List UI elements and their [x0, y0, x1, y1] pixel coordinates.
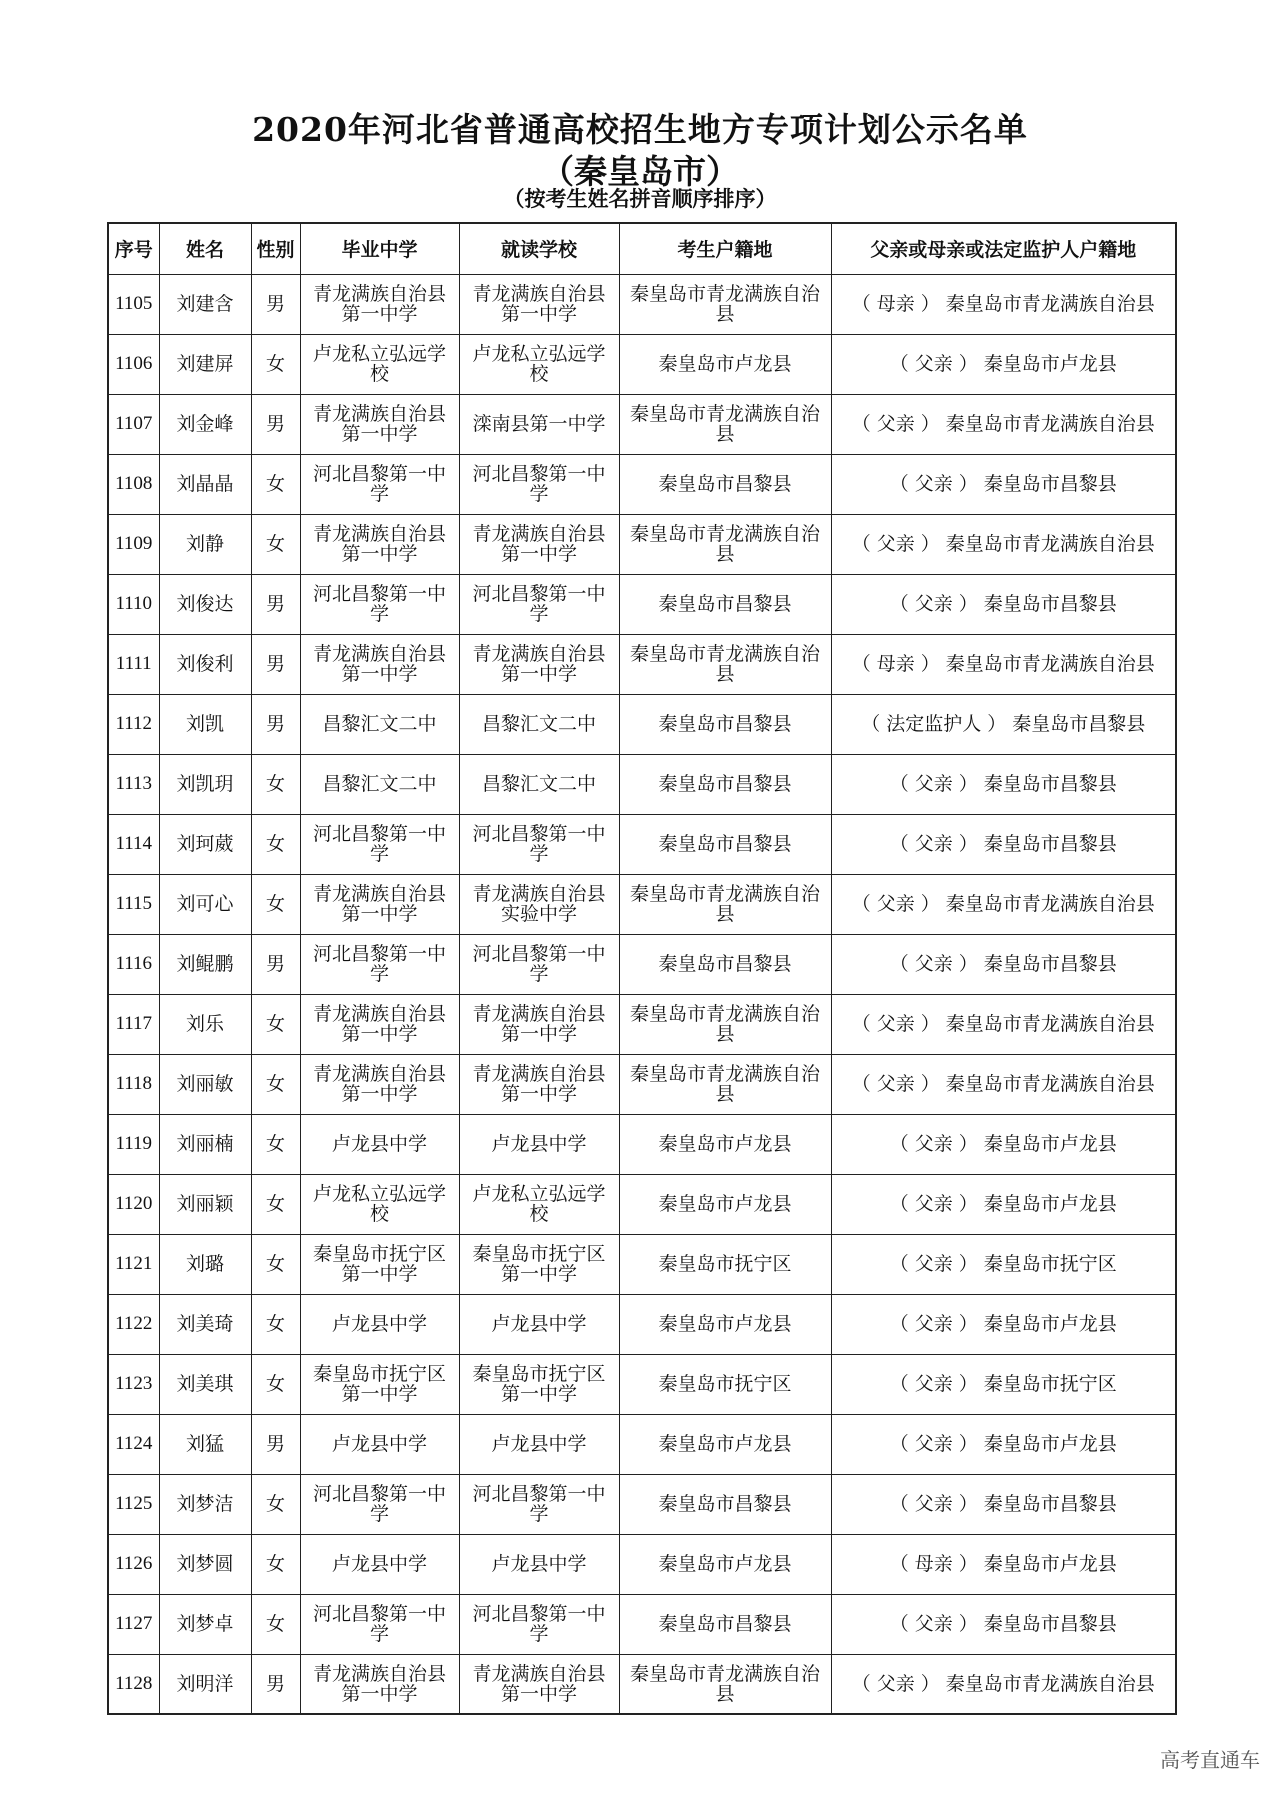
cell-gender: 男 — [251, 1414, 300, 1474]
cell-hukou: 秦皇岛市抚宁区 — [619, 1354, 831, 1414]
cell-current-school: 青龙满族自治县第一中学 — [459, 634, 619, 694]
col-header-grad-school: 毕业中学 — [300, 223, 459, 274]
cell-guardian: （ 父亲 ） 秦皇岛市昌黎县 — [831, 934, 1176, 994]
cell-name: 刘明洋 — [159, 1654, 251, 1714]
col-header-guardian: 父亲或母亲或法定监护人户籍地 — [831, 223, 1176, 274]
cell-current-school: 卢龙县中学 — [459, 1294, 619, 1354]
cell-current-school: 秦皇岛市抚宁区第一中学 — [459, 1354, 619, 1414]
cell-grad-school: 河北昌黎第一中学 — [300, 1594, 459, 1654]
cell-gender: 女 — [251, 334, 300, 394]
cell-grad-school: 青龙满族自治县第一中学 — [300, 514, 459, 574]
cell-guardian: （ 父亲 ） 秦皇岛市卢龙县 — [831, 1414, 1176, 1474]
cell-serial: 1111 — [108, 634, 159, 694]
col-header-current-school: 就读学校 — [459, 223, 619, 274]
table-header-row — [108, 223, 1176, 274]
page-title: 2020年河北省普通高校招生地方专项计划公示名单 — [252, 110, 1028, 149]
table-row — [108, 394, 1176, 454]
table-row — [108, 1234, 1176, 1294]
cell-serial: 1122 — [108, 1294, 159, 1354]
cell-grad-school: 青龙满族自治县第一中学 — [300, 1054, 459, 1114]
cell-grad-school: 河北昌黎第一中学 — [300, 814, 459, 874]
cell-current-school: 青龙满族自治县第一中学 — [459, 994, 619, 1054]
cell-current-school: 卢龙县中学 — [459, 1414, 619, 1474]
cell-current-school: 青龙满族自治县第一中学 — [459, 514, 619, 574]
cell-name: 刘可心 — [159, 874, 251, 934]
cell-grad-school: 秦皇岛市抚宁区第一中学 — [300, 1234, 459, 1294]
cell-name: 刘建屏 — [159, 334, 251, 394]
cell-guardian: （ 父亲 ） 秦皇岛市青龙满族自治县 — [831, 1054, 1176, 1114]
cell-hukou: 秦皇岛市青龙满族自治县 — [619, 514, 831, 574]
cell-guardian: （ 父亲 ） 秦皇岛市昌黎县 — [831, 574, 1176, 634]
cell-gender: 女 — [251, 454, 300, 514]
cell-gender: 女 — [251, 1354, 300, 1414]
table-row — [108, 934, 1176, 994]
cell-hukou: 秦皇岛市昌黎县 — [619, 574, 831, 634]
cell-guardian: （ 父亲 ） 秦皇岛市卢龙县 — [831, 1114, 1176, 1174]
cell-serial: 1112 — [108, 694, 159, 754]
cell-guardian: （ 父亲 ） 秦皇岛市青龙满族自治县 — [831, 514, 1176, 574]
cell-guardian: （ 母亲 ） 秦皇岛市青龙满族自治县 — [831, 634, 1176, 694]
cell-grad-school: 昌黎汇文二中 — [300, 694, 459, 754]
cell-grad-school: 昌黎汇文二中 — [300, 754, 459, 814]
table-row — [108, 1654, 1176, 1714]
table-row — [108, 1174, 1176, 1234]
cell-gender: 女 — [251, 1294, 300, 1354]
cell-grad-school: 青龙满族自治县第一中学 — [300, 394, 459, 454]
cell-name: 刘猛 — [159, 1414, 251, 1474]
cell-grad-school: 青龙满族自治县第一中学 — [300, 274, 459, 334]
cell-serial: 1128 — [108, 1654, 159, 1714]
cell-current-school: 滦南县第一中学 — [459, 394, 619, 454]
cell-grad-school: 卢龙县中学 — [300, 1534, 459, 1594]
cell-gender: 男 — [251, 574, 300, 634]
cell-grad-school: 青龙满族自治县第一中学 — [300, 994, 459, 1054]
cell-current-school: 青龙满族自治县第一中学 — [459, 1054, 619, 1114]
cell-name: 刘晶晶 — [159, 454, 251, 514]
col-header-gender: 性别 — [251, 223, 300, 274]
cell-name: 刘金峰 — [159, 394, 251, 454]
cell-hukou: 秦皇岛市卢龙县 — [619, 1114, 831, 1174]
cell-serial: 1126 — [108, 1534, 159, 1594]
cell-hukou: 秦皇岛市昌黎县 — [619, 934, 831, 994]
cell-hukou: 秦皇岛市青龙满族自治县 — [619, 634, 831, 694]
cell-grad-school: 秦皇岛市抚宁区第一中学 — [300, 1354, 459, 1414]
table-body — [108, 274, 1176, 1714]
cell-gender: 女 — [251, 814, 300, 874]
cell-serial: 1105 — [108, 274, 159, 334]
cell-current-school: 昌黎汇文二中 — [459, 694, 619, 754]
table-row — [108, 334, 1176, 394]
cell-hukou: 秦皇岛市抚宁区 — [619, 1234, 831, 1294]
cell-guardian: （ 父亲 ） 秦皇岛市青龙满族自治县 — [831, 874, 1176, 934]
cell-current-school: 卢龙县中学 — [459, 1114, 619, 1174]
cell-name: 刘美琦 — [159, 1294, 251, 1354]
cell-serial: 1123 — [108, 1354, 159, 1414]
table-row — [108, 454, 1176, 514]
cell-gender: 女 — [251, 1534, 300, 1594]
cell-serial: 1118 — [108, 1054, 159, 1114]
cell-current-school: 河北昌黎第一中学 — [459, 934, 619, 994]
cell-name: 刘丽颖 — [159, 1174, 251, 1234]
cell-current-school: 秦皇岛市抚宁区第一中学 — [459, 1234, 619, 1294]
cell-guardian: （ 父亲 ） 秦皇岛市卢龙县 — [831, 1294, 1176, 1354]
cell-grad-school: 河北昌黎第一中学 — [300, 454, 459, 514]
cell-guardian: （ 父亲 ） 秦皇岛市青龙满族自治县 — [831, 994, 1176, 1054]
cell-serial: 1119 — [108, 1114, 159, 1174]
cell-hukou: 秦皇岛市卢龙县 — [619, 334, 831, 394]
cell-serial: 1106 — [108, 334, 159, 394]
cell-current-school: 河北昌黎第一中学 — [459, 814, 619, 874]
cell-serial: 1121 — [108, 1234, 159, 1294]
cell-serial: 1115 — [108, 874, 159, 934]
cell-guardian: （ 父亲 ） 秦皇岛市青龙满族自治县 — [831, 1654, 1176, 1714]
cell-current-school: 青龙满族自治县第一中学 — [459, 274, 619, 334]
cell-grad-school: 卢龙县中学 — [300, 1414, 459, 1474]
cell-gender: 男 — [251, 1654, 300, 1714]
cell-guardian: （ 法定监护人 ） 秦皇岛市昌黎县 — [831, 694, 1176, 754]
cell-serial: 1120 — [108, 1174, 159, 1234]
cell-name: 刘鲲鹏 — [159, 934, 251, 994]
cell-grad-school: 河北昌黎第一中学 — [300, 574, 459, 634]
cell-serial: 1127 — [108, 1594, 159, 1654]
cell-name: 刘静 — [159, 514, 251, 574]
cell-gender: 女 — [251, 1234, 300, 1294]
cell-gender: 女 — [251, 874, 300, 934]
cell-name: 刘凯玥 — [159, 754, 251, 814]
cell-gender: 女 — [251, 1054, 300, 1114]
cell-gender: 女 — [251, 514, 300, 574]
cell-current-school: 河北昌黎第一中学 — [459, 574, 619, 634]
cell-current-school: 卢龙私立弘远学校 — [459, 1174, 619, 1234]
cell-guardian: （ 父亲 ） 秦皇岛市抚宁区 — [831, 1234, 1176, 1294]
watermark: 高考直通车 — [1160, 1748, 1260, 1772]
table-row — [108, 574, 1176, 634]
col-header-no: 序号 — [108, 223, 159, 274]
cell-hukou: 秦皇岛市卢龙县 — [619, 1414, 831, 1474]
cell-guardian: （ 母亲 ） 秦皇岛市青龙满族自治县 — [831, 274, 1176, 334]
table-row — [108, 274, 1176, 334]
cell-grad-school: 青龙满族自治县第一中学 — [300, 634, 459, 694]
cell-hukou: 秦皇岛市昌黎县 — [619, 1474, 831, 1534]
cell-name: 刘梦卓 — [159, 1594, 251, 1654]
cell-current-school: 河北昌黎第一中学 — [459, 454, 619, 514]
cell-hukou: 秦皇岛市昌黎县 — [619, 694, 831, 754]
cell-guardian: （ 父亲 ） 秦皇岛市卢龙县 — [831, 1174, 1176, 1234]
cell-grad-school: 河北昌黎第一中学 — [300, 934, 459, 994]
cell-name: 刘梦圆 — [159, 1534, 251, 1594]
table-row — [108, 994, 1176, 1054]
cell-serial: 1124 — [108, 1414, 159, 1474]
cell-gender: 女 — [251, 1114, 300, 1174]
cell-current-school: 青龙满族自治县第一中学 — [459, 1654, 619, 1714]
cell-serial: 1125 — [108, 1474, 159, 1534]
col-header-hukou: 考生户籍地 — [619, 223, 831, 274]
cell-serial: 1116 — [108, 934, 159, 994]
cell-hukou: 秦皇岛市昌黎县 — [619, 454, 831, 514]
cell-gender: 女 — [251, 1594, 300, 1654]
cell-hukou: 秦皇岛市青龙满族自治县 — [619, 274, 831, 334]
cell-name: 刘俊达 — [159, 574, 251, 634]
col-header-name: 姓名 — [159, 223, 251, 274]
roster-table — [107, 222, 1177, 1715]
cell-serial: 1113 — [108, 754, 159, 814]
cell-hukou: 秦皇岛市青龙满族自治县 — [619, 394, 831, 454]
cell-grad-school: 青龙满族自治县第一中学 — [300, 1654, 459, 1714]
cell-hukou: 秦皇岛市昌黎县 — [619, 814, 831, 874]
cell-grad-school: 卢龙县中学 — [300, 1114, 459, 1174]
cell-gender: 女 — [251, 1174, 300, 1234]
table-row — [108, 814, 1176, 874]
page-subtitle: （秦皇岛市） — [541, 152, 739, 191]
cell-hukou: 秦皇岛市青龙满族自治县 — [619, 874, 831, 934]
cell-name: 刘梦洁 — [159, 1474, 251, 1534]
cell-guardian: （ 父亲 ） 秦皇岛市昌黎县 — [831, 754, 1176, 814]
sort-note: （按考生姓名拼音顺序排序） — [503, 186, 777, 211]
cell-hukou: 秦皇岛市青龙满族自治县 — [619, 1654, 831, 1714]
cell-gender: 男 — [251, 934, 300, 994]
table-row — [108, 1354, 1176, 1414]
cell-gender: 男 — [251, 394, 300, 454]
cell-hukou: 秦皇岛市卢龙县 — [619, 1174, 831, 1234]
cell-guardian: （ 父亲 ） 秦皇岛市昌黎县 — [831, 1474, 1176, 1534]
table-row — [108, 754, 1176, 814]
cell-grad-school: 卢龙县中学 — [300, 1294, 459, 1354]
cell-gender: 男 — [251, 694, 300, 754]
cell-serial: 1110 — [108, 574, 159, 634]
table-row — [108, 1594, 1176, 1654]
cell-current-school: 河北昌黎第一中学 — [459, 1474, 619, 1534]
cell-guardian: （ 父亲 ） 秦皇岛市昌黎县 — [831, 454, 1176, 514]
cell-serial: 1107 — [108, 394, 159, 454]
cell-hukou: 秦皇岛市青龙满族自治县 — [619, 1054, 831, 1114]
cell-guardian: （ 父亲 ） 秦皇岛市昌黎县 — [831, 1594, 1176, 1654]
cell-gender: 男 — [251, 274, 300, 334]
cell-current-school: 青龙满族自治县实验中学 — [459, 874, 619, 934]
cell-guardian: （ 父亲 ） 秦皇岛市卢龙县 — [831, 334, 1176, 394]
cell-current-school: 昌黎汇文二中 — [459, 754, 619, 814]
cell-guardian: （ 父亲 ） 秦皇岛市昌黎县 — [831, 814, 1176, 874]
table-row — [108, 1414, 1176, 1474]
cell-name: 刘丽楠 — [159, 1114, 251, 1174]
cell-current-school: 卢龙县中学 — [459, 1534, 619, 1594]
table-row — [108, 1054, 1176, 1114]
cell-serial: 1109 — [108, 514, 159, 574]
cell-name: 刘璐 — [159, 1234, 251, 1294]
table-row — [108, 1294, 1176, 1354]
cell-gender: 女 — [251, 994, 300, 1054]
cell-current-school: 河北昌黎第一中学 — [459, 1594, 619, 1654]
table-row — [108, 1534, 1176, 1594]
cell-grad-school: 青龙满族自治县第一中学 — [300, 874, 459, 934]
table-row — [108, 694, 1176, 754]
cell-guardian: （ 父亲 ） 秦皇岛市抚宁区 — [831, 1354, 1176, 1414]
cell-hukou: 秦皇岛市卢龙县 — [619, 1534, 831, 1594]
cell-name: 刘俊利 — [159, 634, 251, 694]
cell-name: 刘凯 — [159, 694, 251, 754]
table-row — [108, 1114, 1176, 1174]
cell-gender: 女 — [251, 1474, 300, 1534]
cell-current-school: 卢龙私立弘远学校 — [459, 334, 619, 394]
cell-serial: 1114 — [108, 814, 159, 874]
cell-grad-school: 卢龙私立弘远学校 — [300, 1174, 459, 1234]
cell-hukou: 秦皇岛市昌黎县 — [619, 1594, 831, 1654]
cell-hukou: 秦皇岛市卢龙县 — [619, 1294, 831, 1354]
cell-name: 刘建含 — [159, 274, 251, 334]
cell-name: 刘乐 — [159, 994, 251, 1054]
cell-serial: 1117 — [108, 994, 159, 1054]
table-row — [108, 874, 1176, 934]
cell-serial: 1108 — [108, 454, 159, 514]
cell-name: 刘美琪 — [159, 1354, 251, 1414]
cell-grad-school: 河北昌黎第一中学 — [300, 1474, 459, 1534]
cell-gender: 男 — [251, 634, 300, 694]
cell-hukou: 秦皇岛市昌黎县 — [619, 754, 831, 814]
table-row — [108, 514, 1176, 574]
cell-hukou: 秦皇岛市青龙满族自治县 — [619, 994, 831, 1054]
cell-name: 刘丽敏 — [159, 1054, 251, 1114]
table-row — [108, 1474, 1176, 1534]
cell-gender: 女 — [251, 754, 300, 814]
cell-guardian: （ 父亲 ） 秦皇岛市青龙满族自治县 — [831, 394, 1176, 454]
cell-name: 刘珂葳 — [159, 814, 251, 874]
cell-grad-school: 卢龙私立弘远学校 — [300, 334, 459, 394]
table-row — [108, 634, 1176, 694]
cell-guardian: （ 母亲 ） 秦皇岛市卢龙县 — [831, 1534, 1176, 1594]
